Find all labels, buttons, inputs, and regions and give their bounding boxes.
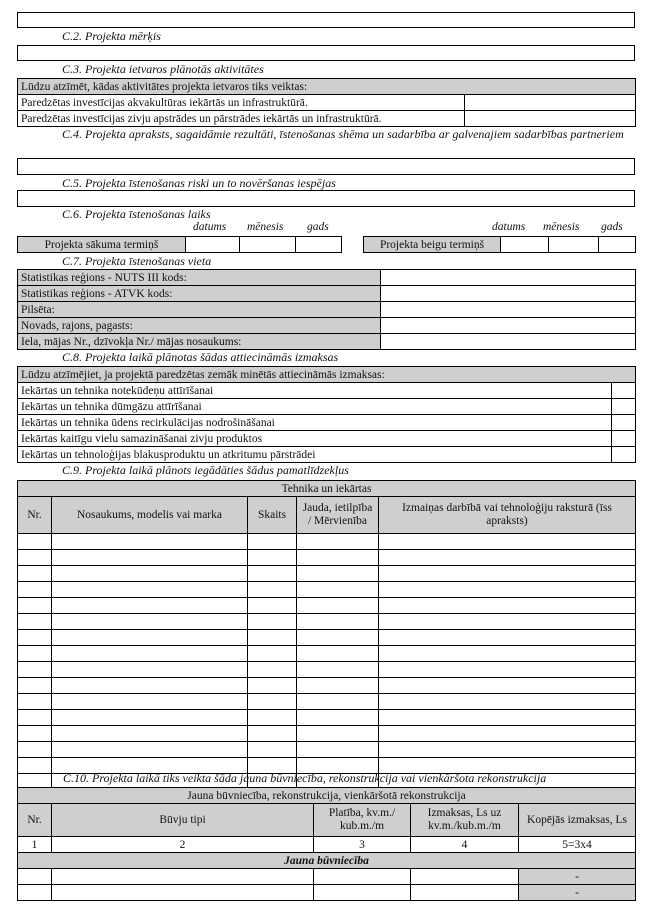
c6-start-day-label: datums [193,221,227,233]
c8-costs-table [17,366,636,463]
c9-cell[interactable] [297,742,379,758]
c8-item-label: Iekārtas un tehnoloģijas blakusproduktu un atkritumu pārstrādei [18,447,612,463]
c9-table-row [18,646,636,662]
c9-cell[interactable] [379,534,636,550]
c10-total-cell: - [519,885,636,901]
c8-item-check[interactable] [612,431,636,447]
c9-cell[interactable] [297,582,379,598]
c7-row-value[interactable] [381,270,636,286]
c9-cell[interactable] [248,598,297,614]
c9-table-row [18,742,636,758]
c9-table-row [18,534,636,550]
c9-cell[interactable] [379,726,636,742]
c9-cell[interactable] [248,694,297,710]
c9-table-row [18,582,636,598]
c9-cell[interactable] [379,550,636,566]
c10-cell[interactable] [411,885,519,901]
c9-cell[interactable] [52,598,248,614]
c9-table-title: Tehnika un iekārtas [18,481,636,497]
c8-item-check[interactable] [612,415,636,431]
c9-cell[interactable] [52,566,248,582]
c9-cell[interactable] [18,550,52,566]
c9-cell[interactable] [248,710,297,726]
c9-cell[interactable] [52,582,248,598]
c6-spacer [342,237,364,253]
c7-row-label: Pilsēta: [18,302,381,318]
c9-cell[interactable] [248,534,297,550]
c10-col-unit-cost: Izmaksas, Ls uz kv.m./kub.m./m [411,804,519,837]
c9-cell[interactable] [379,566,636,582]
c2-heading: C.2. Projekta mērķis [62,29,161,43]
c9-empty-rows [18,534,636,790]
c8-item-check[interactable] [612,447,636,463]
c8-item-label: Iekārtas un tehnika dūmgāzu attīrīšanai [18,399,612,415]
c6-end-month-field[interactable] [549,237,599,253]
c8-heading: C.8. Projekta laikā plānotas šādas attiecināmās izmaksas [62,350,339,364]
c4-answer-box[interactable] [17,158,635,175]
c9-table-row [18,566,636,582]
c4-heading [17,126,635,142]
c8-item-label: Iekārtas kaitīgu vielu samazināšanai zivju produktos [18,431,612,447]
c4-heading-text: C.4. Projekta apraksts, sagaidāmie rezultāti, īstenošanas shēma un sadarbība ar galvenajiem sadarbības partneriem [62,127,624,141]
c10-cell[interactable] [52,869,314,885]
c10-cell[interactable] [18,885,52,901]
c9-cell[interactable] [52,630,248,646]
c6-end-month-label: mēnesis [543,221,580,233]
c3-item-label: Paredzētas investīcijas zivju apstrādes un pārstrādes iekārtās un infrastruktūrā. [18,111,465,127]
c7-row-label: Statistikas reģions - NUTS III kods: [18,270,381,286]
c8-item-label: Iekārtas un tehnika notekūdeņu attīrīšanai [18,383,612,399]
c9-cell[interactable] [379,582,636,598]
c9-assets-table [17,480,636,790]
c9-cell[interactable] [379,630,636,646]
c10-cell[interactable] [314,869,411,885]
c10-section-label: Jauna būvniecība [18,853,636,869]
c7-row-value[interactable] [381,334,636,350]
c6-end-year-field[interactable] [599,237,636,253]
c10-cell[interactable] [52,885,314,901]
c10-cell[interactable] [411,869,519,885]
c9-cell[interactable] [18,614,52,630]
c7-heading: C.7. Projekta īstenošanas vieta [62,254,212,268]
c10-col-area: Platība, kv.m./ kub.m./m [314,804,411,837]
c7-row-value[interactable] [381,318,636,334]
c6-start-day-field[interactable] [186,237,240,253]
c7-row-value[interactable] [381,302,636,318]
c9-cell[interactable] [379,678,636,694]
c9-cell[interactable] [52,742,248,758]
c9-cell[interactable] [248,742,297,758]
c10-cell[interactable] [314,885,411,901]
c9-cell[interactable] [297,630,379,646]
c6-dates-table [17,236,636,253]
c9-cell[interactable] [52,534,248,550]
c9-cell[interactable] [248,582,297,598]
c9-cell[interactable] [297,678,379,694]
c9-table-row [18,694,636,710]
c9-cell[interactable] [248,726,297,742]
c9-cell[interactable] [52,726,248,742]
c9-cell[interactable] [379,598,636,614]
c6-start-year-label: gads [307,221,329,233]
c8-item-check[interactable] [612,383,636,399]
c9-cell[interactable] [18,582,52,598]
c6-end-label: Projekta beigu termiņš [364,237,501,253]
c9-table-row [18,614,636,630]
c9-cell[interactable] [18,742,52,758]
c9-cell[interactable] [18,566,52,582]
c9-table-row [18,710,636,726]
c9-cell[interactable] [379,662,636,678]
c6-start-label: Projekta sākuma termiņš [18,237,186,253]
c9-cell[interactable] [248,630,297,646]
c10-table-title: Jauna būvniecība, rekonstrukcija, vienkāršotā rekonstrukcija [18,788,636,804]
c9-cell[interactable] [52,678,248,694]
c8-instruction: Lūdzu atzīmējiet, ja projektā paredzētas zemāk minētās attiecināmās izmaksas: [18,367,636,383]
c9-cell[interactable] [18,534,52,550]
c8-item-label: Iekārtas un tehnika ūdens recirkulācijas nodrošināšanai [18,415,612,431]
c9-cell[interactable] [248,550,297,566]
c6-end-day-field[interactable] [501,237,549,253]
c10-col-total: Kopējās izmaksas, Ls [519,804,636,837]
c9-col-count: Skaits [248,497,297,534]
c9-table-row [18,598,636,614]
c10-num-cell: 4 [411,837,519,853]
c10-col-type: Būvju tipi [52,804,314,837]
c9-table-row [18,630,636,646]
c9-cell[interactable] [18,630,52,646]
c3-item-check[interactable] [465,95,636,111]
c3-item-label: Paredzētas investīcijas akvakultūras iekārtās un infrastruktūrā. [18,95,465,111]
c9-cell[interactable] [18,662,52,678]
c9-cell[interactable] [297,550,379,566]
c9-col-name: Nosaukums, modelis vai marka [52,497,248,534]
c9-cell[interactable] [297,726,379,742]
c7-row-label: Statistikas reģions - ATVK kods: [18,286,381,302]
c7-row-label: Novads, rajons, pagasts: [18,318,381,334]
c10-num-cell: 1 [18,837,52,853]
c6-start-month-label: mēnesis [247,221,284,233]
c6-start-year-field[interactable] [296,237,342,253]
c9-heading: C.9. Projekta laikā plānots iegādāties šādus pamatlīdzekļus [62,463,349,477]
c8-item-check[interactable] [612,399,636,415]
c10-num-cell: 2 [52,837,314,853]
c9-cell[interactable] [18,758,52,774]
c9-cell[interactable] [297,694,379,710]
c10-cell[interactable] [18,869,52,885]
c9-cell[interactable] [297,646,379,662]
c9-cell[interactable] [248,646,297,662]
c3-instruction: Lūdzu atzīmēt, kādas aktivitātes projekta ietvaros tiks veiktas: [18,79,636,95]
c10-col-nr: Nr. [18,804,52,837]
c9-cell[interactable] [379,742,636,758]
c9-cell[interactable] [379,710,636,726]
c9-table-row [18,662,636,678]
c7-location-table [17,269,636,350]
c9-cell[interactable] [379,614,636,630]
c9-cell[interactable] [52,614,248,630]
c9-cell[interactable] [379,694,636,710]
c7-row-label: Iela, mājas Nr., dzīvokļa Nr./ mājas nosaukums: [18,334,381,350]
c9-cell[interactable] [297,566,379,582]
c2-answer-box[interactable] [17,45,635,61]
c9-cell[interactable] [18,726,52,742]
c9-cell[interactable] [52,694,248,710]
c9-cell[interactable] [18,694,52,710]
c5-answer-box[interactable] [17,190,635,207]
c9-cell[interactable] [52,662,248,678]
c9-cell[interactable] [52,646,248,662]
c9-cell[interactable] [248,662,297,678]
c10-heading: C.10. Projekta laikā tiks veikta šāda jauna būvniecība, rekonstrukcija vai vienkāršota rekonstrukcija [63,771,547,785]
c10-num-cell: 5=3x4 [519,837,636,853]
c9-cell[interactable] [52,710,248,726]
c9-cell[interactable] [297,598,379,614]
c9-cell[interactable] [379,646,636,662]
c9-col-changes: Izmaiņas darbībā vai tehnoloģiju raksturā (īss apraksts) [379,497,636,534]
c9-cell[interactable] [297,710,379,726]
c9-table-row [18,678,636,694]
c9-cell[interactable] [297,614,379,630]
c6-end-day-label: datums [492,221,526,233]
c9-table-row [18,726,636,742]
c9-cell[interactable] [52,550,248,566]
c1-answer-box[interactable] [17,12,635,28]
c9-cell[interactable] [248,678,297,694]
c3-activities-table [17,78,636,127]
c9-cell[interactable] [18,678,52,694]
c6-heading: C.6. Projekta īstenošanas laiks [62,207,211,221]
c9-cell[interactable] [18,598,52,614]
c9-col-nr: Nr. [18,497,52,534]
c6-end-year-label: gads [601,221,623,233]
c9-cell[interactable] [18,710,52,726]
c9-cell[interactable] [18,646,52,662]
c3-heading: C.3. Projekta ietvaros plānotās aktivitātes [62,62,264,76]
c10-total-cell: - [519,869,636,885]
c9-cell[interactable] [248,566,297,582]
c9-cell[interactable] [297,662,379,678]
c3-item-check[interactable] [465,111,636,127]
c10-construction-table [17,787,636,901]
c9-col-capacity: Jauda, ietilpība / Mērvienība [297,497,379,534]
c9-cell[interactable] [248,614,297,630]
c9-table-row [18,550,636,566]
c9-cell[interactable] [297,534,379,550]
c10-num-cell: 3 [314,837,411,853]
c5-heading: C.5. Projekta īstenošanas riski un to novēršanas iespējas [62,176,336,190]
c7-row-value[interactable] [381,286,636,302]
c6-start-month-field[interactable] [240,237,296,253]
